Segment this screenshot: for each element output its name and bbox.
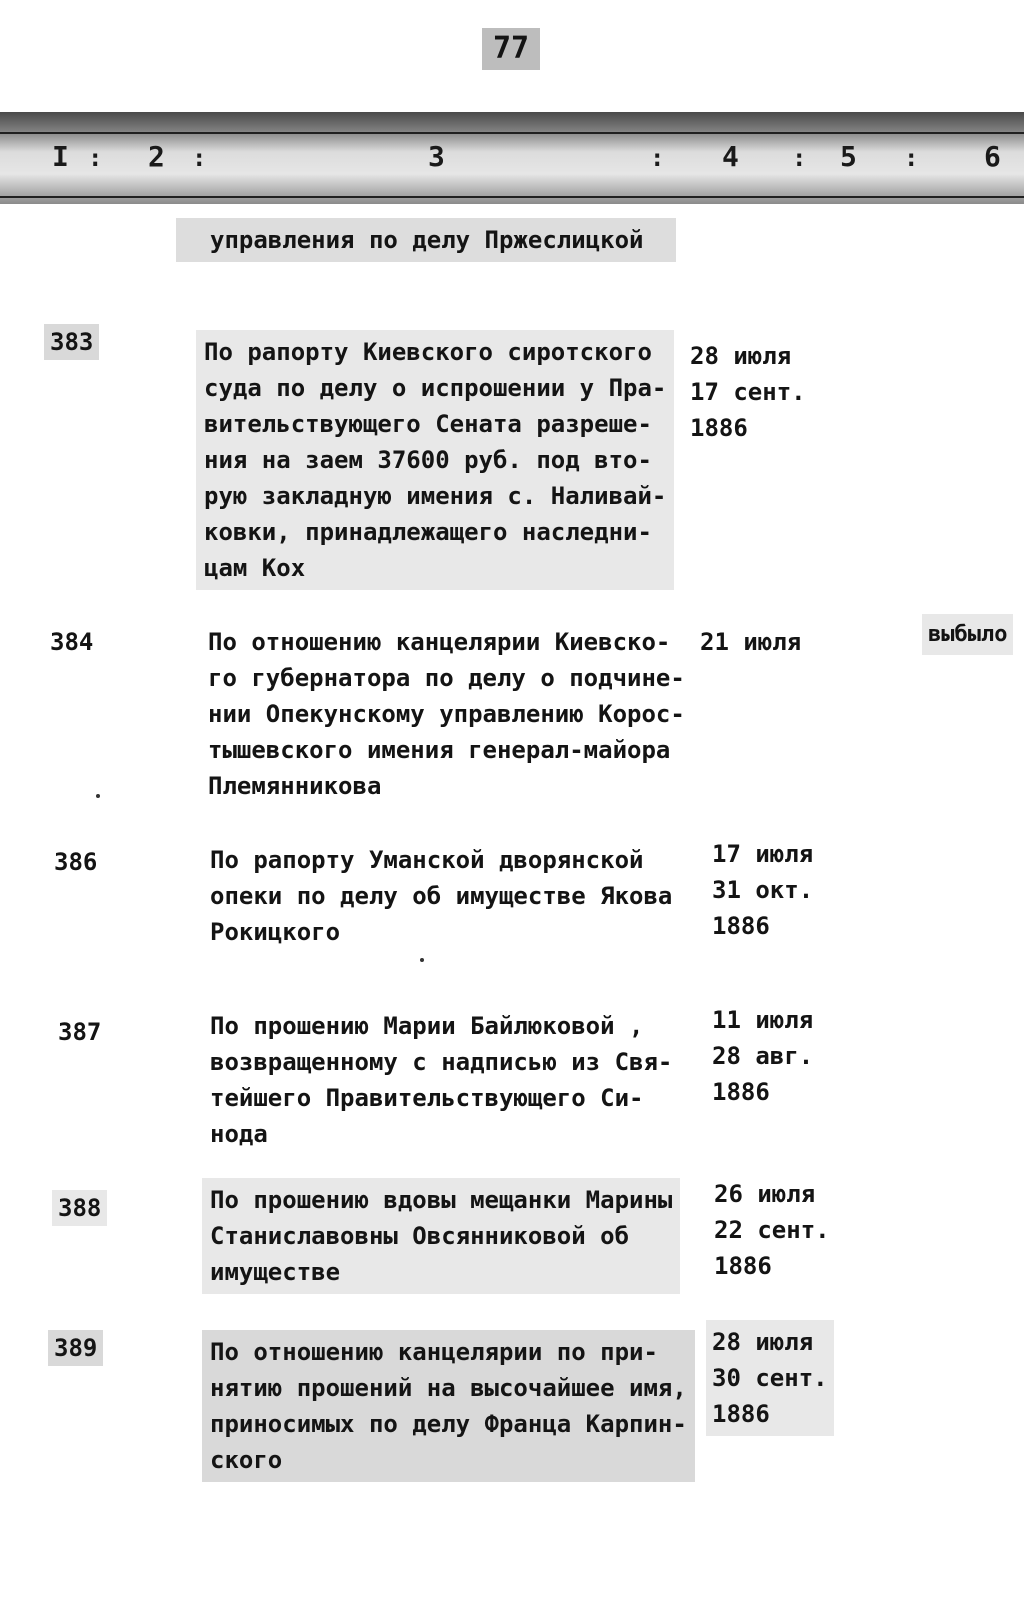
record-note: выбыло — [922, 614, 1013, 655]
scan-speck — [420, 958, 424, 962]
record-dates: 17 июля 31 окт. 1886 — [712, 840, 814, 940]
continuation-line: управления по делу Пржеслицкой — [176, 218, 676, 262]
column-number-3: 3 — [428, 140, 445, 173]
column-header — [0, 112, 1024, 204]
record-description: По прошению Марии Байлюковой , возвращенному с надписью из Свя- тейшего Правительствующего Си- нода — [210, 1012, 673, 1148]
record-dates: 21 июля — [700, 628, 802, 656]
record-description: По рапорту Киевского сиротского суда по делу о испрошении у Пра- вительствующего Сената разреше- ния на заем 37600 руб. под вто- рую закладную имения с. Наливай- ковки, принадлежащего наследни- цам Кох — [196, 330, 674, 590]
column-separator: : — [792, 144, 807, 172]
scan-speck — [96, 794, 100, 798]
column-separator: : — [88, 144, 103, 172]
record-dates: 28 июля 17 сент. 1886 — [690, 342, 806, 442]
record-dates: 28 июля 30 сент. 1886 — [706, 1320, 834, 1436]
record-number: 384 — [50, 628, 94, 656]
record-number: 388 — [52, 1190, 107, 1226]
column-separator: : — [650, 144, 665, 172]
column-number-2: 2 — [148, 140, 165, 173]
header-bottom-rule — [0, 196, 1024, 198]
record-dates: 11 июля 28 авг. 1886 — [712, 1006, 814, 1106]
column-separator: : — [192, 144, 207, 172]
record-description: По рапорту Уманской дворянской опеки по делу об имуществе Якова Рокицкого — [210, 846, 673, 946]
column-number-5: 5 — [840, 140, 857, 173]
column-number-1: I — [52, 140, 69, 173]
record-number: 386 — [54, 848, 98, 876]
page-number: 77 — [482, 28, 540, 70]
record-dates: 26 июля 22 сент. 1886 — [714, 1180, 830, 1280]
record-description: По прошению вдовы мещанки Марины Станиславовны Овсянниковой об имуществе — [202, 1178, 680, 1294]
record-description: По отношению канцелярии по при- нятию прошений на высочайшее имя, приносимых по делу Франца Карпин- ского — [202, 1330, 695, 1482]
record-number: 383 — [44, 324, 99, 360]
column-separator: : — [904, 144, 919, 172]
record-description: По отношению канцелярии Киевско- го губернатора по делу о подчине- нии Опекунскому управлению Корос- тышевского имения генерал-майора Племянникова — [208, 628, 685, 800]
column-number-4: 4 — [722, 140, 739, 173]
record-number: 389 — [48, 1330, 103, 1366]
record-number: 387 — [58, 1018, 102, 1046]
column-number-6: 6 — [984, 140, 1001, 173]
header-top-rule — [0, 132, 1024, 134]
